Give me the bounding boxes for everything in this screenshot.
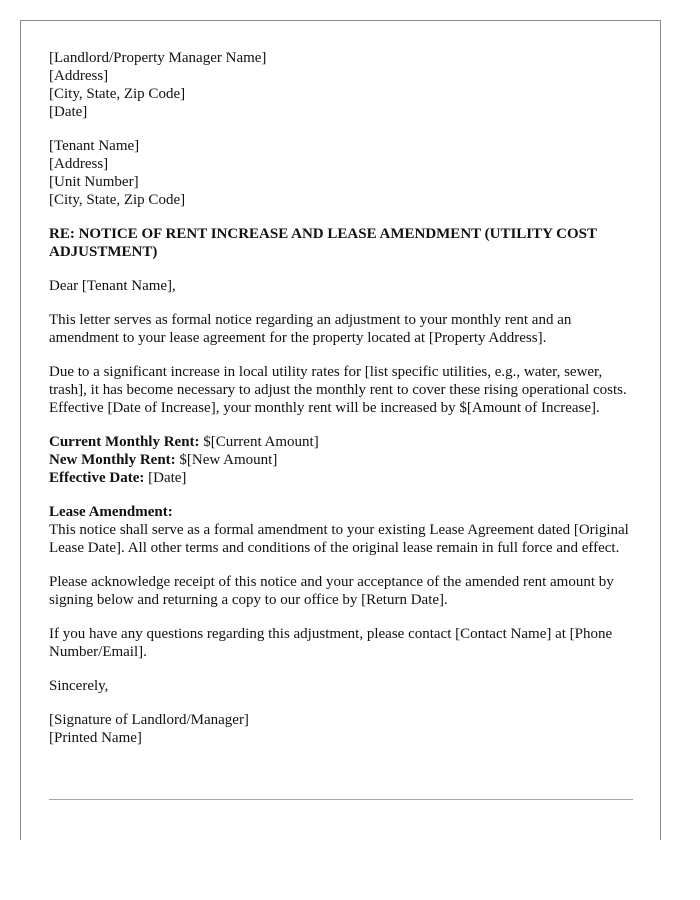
footer-divider — [49, 799, 633, 800]
new-rent-row — [49, 451, 639, 469]
acknowledge-paragraph: Please acknowledge receipt of this notice and your acceptance of the amended rent amount by signing below and returning a copy to our office by [Return Date]. — [49, 574, 614, 608]
letter-body — [49, 49, 639, 747]
intro-paragraph: This letter serves as formal notice regarding an adjustment to your monthly rent and an amendment to your lease agreement for the property located at [Property Address]. — [49, 312, 572, 346]
effective-date-row — [49, 469, 639, 487]
lease-amendment-section — [49, 503, 639, 557]
rent-details — [49, 433, 639, 487]
sender-block — [49, 49, 639, 121]
effective-date-value: [Date] — [148, 470, 187, 486]
new-rent-label: New Monthly Rent: — [49, 452, 176, 468]
sender-address: [Address] — [49, 68, 109, 84]
recipient-block — [49, 137, 639, 209]
sender-name: [Landlord/Property Manager Name] — [49, 50, 267, 66]
current-rent-row — [49, 433, 639, 451]
closing: Sincerely, — [49, 678, 109, 694]
signature-block — [49, 711, 639, 747]
questions-paragraph: If you have any questions regarding this adjustment, please contact [Contact Name] at [Phone Number/Email]. — [49, 626, 613, 660]
letter-date: [Date] — [49, 104, 88, 120]
tenant-city-state-zip: [City, State, Zip Code] — [49, 192, 186, 208]
current-rent-value: $[Current Amount] — [203, 434, 319, 450]
new-rent-value: $[New Amount] — [179, 452, 278, 468]
tenant-unit: [Unit Number] — [49, 174, 139, 190]
letter-page — [20, 20, 661, 840]
utility-increase-paragraph: Due to a significant increase in local utility rates for [list specific utilities, e.g., water, sewer, trash], it has become necessary to adjust the monthly rent to cover these rising operational costs. Effective [Date of Increase], your monthly rent will be increased by $[Amount of Increase]. — [49, 364, 627, 416]
subject-line: RE: NOTICE OF RENT INCREASE AND LEASE AMENDMENT (UTILITY COST ADJUSTMENT) — [49, 226, 597, 260]
sender-city-state-zip: [City, State, Zip Code] — [49, 86, 186, 102]
tenant-address: [Address] — [49, 156, 109, 172]
salutation: Dear [Tenant Name], — [49, 278, 176, 294]
lease-amendment-text: This notice shall serve as a formal amendment to your existing Lease Agreement dated [Original Lease Date]. All other terms and conditions of the original lease remain in full force and effect. — [49, 522, 629, 556]
lease-amendment-heading: Lease Amendment: — [49, 504, 173, 520]
signature-line: [Signature of Landlord/Manager] — [49, 712, 249, 728]
current-rent-label: Current Monthly Rent: — [49, 434, 200, 450]
printed-name: [Printed Name] — [49, 730, 142, 746]
tenant-name: [Tenant Name] — [49, 138, 140, 154]
effective-date-label: Effective Date: — [49, 470, 145, 486]
